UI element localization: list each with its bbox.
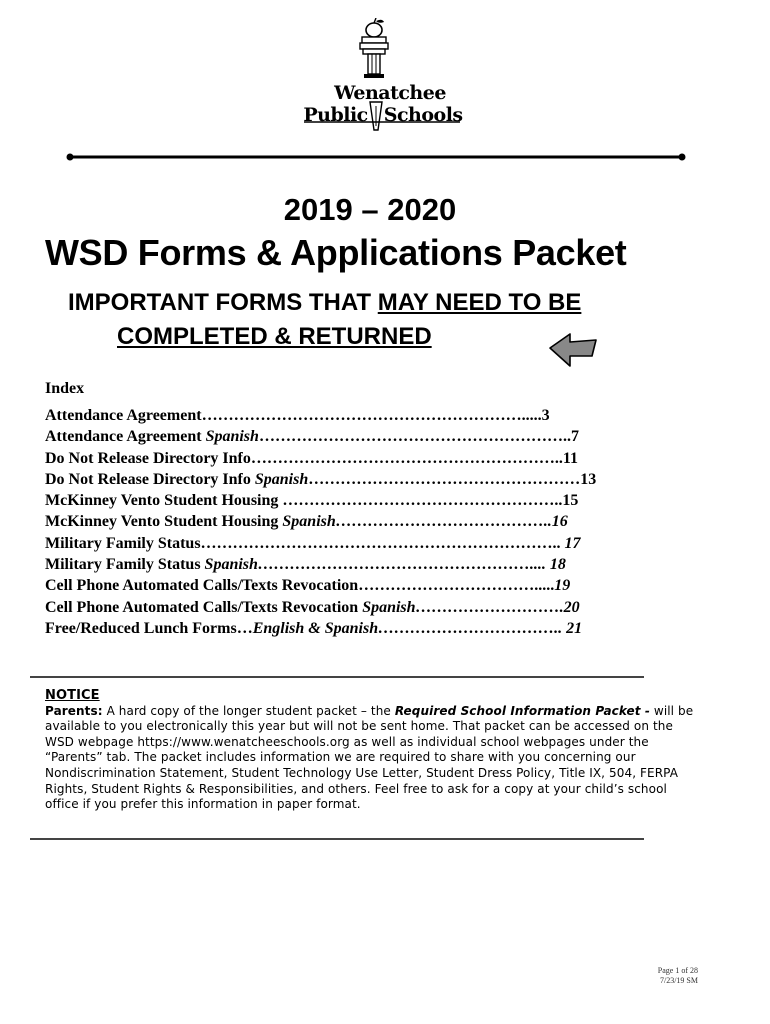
index-item: McKinney Vento Student Housing Spanish…………………………………..16 [45,513,568,531]
notice-rule-bottom [30,838,644,840]
index-item: Attendance Agreement Spanish…………………………………………………..7 [45,428,579,446]
important-line-1 [68,289,748,317]
index-list [45,405,645,639]
index-item: Do Not Release Directory Info Spanish……………………………………………13 [45,470,597,488]
logo-text-wenatchee: Wenatchee [334,82,446,104]
index-heading: Index [45,380,85,397]
left-arrow-icon [548,330,600,370]
important-line-2: COMPLETED & RETURNED [117,323,432,350]
index-item: McKinney Vento Student Housing ……………………………………………..15 [45,492,579,510]
required-packet: Required School Information Packet - [394,703,650,718]
important-prefix: IMPORTANT FORMS THAT [68,289,378,316]
notice-heading: NOTICE [45,688,100,703]
index-item: Cell Phone Automated Calls/Texts Revocation Spanish……………………….20 [45,598,580,616]
notice-body [45,704,695,813]
district-logo [300,18,465,136]
logo-text-schools: Schools [383,104,463,126]
index-item: Attendance Agreement…………………………………………………….....3 [45,407,550,424]
logo-text-public: Public [303,104,368,126]
school-year: 2019 – 2020 [283,192,457,227]
logo-text-public-schools [302,104,464,126]
header-divider [66,150,686,164]
parents-label: Parents: [45,703,103,718]
index-item: Military Family Status………………………………………………………….. 17 [45,534,581,552]
revision-date: 7/23/19 SM [659,976,698,985]
notice-rule-top [30,676,644,678]
index-item: Military Family Status Spanish…………………………………………….... 18 [45,556,566,574]
index-item: Do Not Release Directory Info…………………………………………………..11 [45,449,578,467]
notice-text-1: A hard copy of the longer student packet – the [102,703,395,718]
page-title: WSD Forms & Applications Packet [45,232,627,273]
index-item: Cell Phone Automated Calls/Texts Revocation…………………………….....19 [45,577,571,595]
page-footer [600,966,698,986]
page-number: Page 1 of 28 [657,966,698,975]
notice-text-2: will be available to you electronically this year but will not be sent home. That packet can be accessed on the WSD webpage https://www.wenatcheeschools.org as well as individual school webpages under the “Parents” tab. The packet includes information we are required to share with you concerning our Nondiscrimination Statement, Student Technology Use Letter, Student Dress Policy, Title IX, 504, FERPA Rights, Student Rights & Responsibilities, and others. Feel free to ask for a copy at your child’s school office if you prefer this information in paper format. [45,703,694,812]
index-item: Free/Reduced Lunch Forms…English & Spanish…………………………….. 21 [45,619,583,637]
notice-block [45,688,695,813]
important-underlined: MAY NEED TO BE [377,289,582,316]
